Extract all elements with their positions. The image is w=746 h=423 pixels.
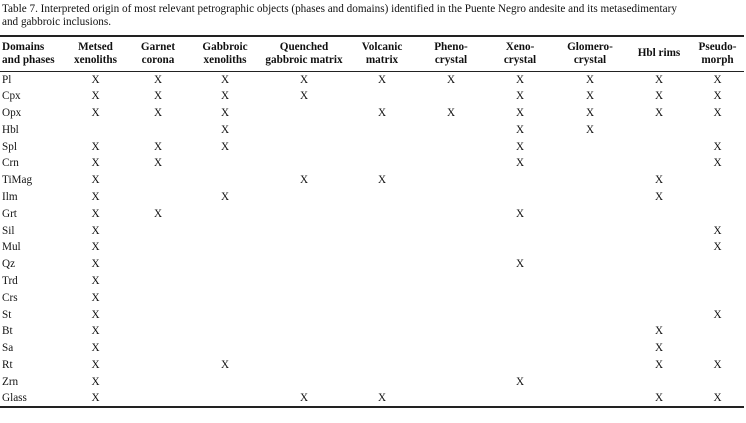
phase-name-cell: Spl (2, 140, 17, 153)
phase-name-cell: Cpx (2, 90, 21, 103)
table-row (0, 138, 744, 155)
column-header (349, 36, 415, 71)
table-cell (415, 205, 487, 222)
table-cell: X (220, 190, 230, 203)
table-cell (191, 340, 259, 357)
table-cell (627, 373, 691, 390)
table-cell (259, 138, 349, 155)
table-header (0, 36, 744, 71)
header-row (0, 36, 744, 71)
table-cell (125, 289, 191, 306)
table-cell (125, 121, 191, 138)
table-cell (691, 189, 744, 206)
table-cell (191, 390, 259, 407)
column-header-line: Pheno- (434, 40, 468, 53)
table-cell (259, 256, 349, 273)
table-cell (191, 239, 259, 256)
table-row (0, 189, 744, 206)
table-cell: X (654, 73, 664, 86)
table-cell: X (91, 90, 100, 103)
table-cell (553, 390, 627, 407)
column-header-line: xenoliths (203, 53, 247, 66)
table-cell: X (654, 190, 664, 203)
table-cell (259, 205, 349, 222)
table-cell: X (377, 73, 387, 86)
table-cell: X (446, 106, 456, 119)
table-cell (415, 222, 487, 239)
table-cell (415, 88, 487, 105)
table-cell (691, 289, 744, 306)
caption-line-2: and gabbroic inclusions. (2, 16, 112, 28)
table-cell: X (515, 258, 525, 271)
table-cell (125, 340, 191, 357)
table-cell (259, 121, 349, 138)
table-cell (627, 239, 691, 256)
column-header-line: Volcanic (361, 40, 403, 53)
column-header-line: xenoliths (74, 53, 117, 66)
phase-name-cell: Hbl (2, 123, 19, 136)
table-cell (553, 357, 627, 374)
column-header-line: and phases (2, 53, 55, 66)
phase-name-cell: Ilm (2, 190, 18, 203)
table-cell: X (654, 325, 664, 338)
table-cell (487, 390, 553, 407)
table-cell (553, 189, 627, 206)
table-cell (553, 138, 627, 155)
phase-name-cell: Zrn (2, 375, 19, 388)
table-cell (487, 323, 553, 340)
phase-name-cell: Sa (2, 342, 14, 355)
table-cell (627, 138, 691, 155)
column-header-line: Garnet (140, 40, 176, 53)
table-cell (415, 155, 487, 172)
phase-name-cell: TiMag (2, 174, 33, 187)
table-cell: X (91, 342, 100, 355)
table-cell (259, 357, 349, 374)
table-cell (259, 105, 349, 122)
table-cell (349, 205, 415, 222)
table-row (0, 256, 744, 273)
column-header-line: Gabbroic (202, 40, 248, 53)
column-header (691, 36, 744, 71)
table-cell (627, 289, 691, 306)
column-header (0, 36, 66, 71)
table-cell (349, 138, 415, 155)
phase-name-cell: Rt (2, 358, 13, 371)
table-cell: X (713, 106, 722, 119)
table-cell (349, 155, 415, 172)
table-cell (191, 172, 259, 189)
table-cell (415, 189, 487, 206)
table-cell: X (585, 90, 595, 103)
column-header (66, 36, 125, 71)
table-cell (191, 323, 259, 340)
column-header (553, 36, 627, 71)
table-cell (487, 357, 553, 374)
table-cell: X (299, 174, 309, 187)
table-cell: X (91, 241, 100, 254)
column-header-line: matrix (365, 53, 399, 66)
table-cell (125, 256, 191, 273)
table-cell (553, 340, 627, 357)
table-cell (487, 289, 553, 306)
phase-name-cell: Crn (2, 157, 19, 170)
table-cell (553, 306, 627, 323)
table-cell: X (220, 90, 230, 103)
table-cell (191, 289, 259, 306)
table-row (0, 323, 744, 340)
table-cell (125, 222, 191, 239)
table-cell (125, 273, 191, 290)
table-cell: X (91, 224, 100, 237)
table-cell (627, 273, 691, 290)
table-row (0, 88, 744, 105)
table-cell (259, 273, 349, 290)
table-cell: X (515, 123, 525, 136)
phase-name-cell: Mul (2, 241, 21, 254)
table-cell: X (153, 140, 163, 153)
table-cell (553, 323, 627, 340)
table-cell (259, 323, 349, 340)
table-cell (487, 273, 553, 290)
table-cell: X (91, 358, 100, 371)
table-cell (691, 273, 744, 290)
table-cell (191, 256, 259, 273)
table-cell (553, 155, 627, 172)
table-cell: X (377, 174, 387, 187)
table-cell (415, 357, 487, 374)
phase-name-cell: Crs (2, 291, 18, 304)
table-cell: X (220, 140, 230, 153)
table-cell: X (299, 90, 309, 103)
table-cell: X (515, 106, 525, 119)
table-cell: X (91, 291, 100, 304)
table-cell (553, 289, 627, 306)
table-cell (259, 340, 349, 357)
table-cell (349, 88, 415, 105)
table-cell: X (91, 157, 100, 170)
table-cell (125, 373, 191, 390)
table-cell: X (585, 73, 595, 86)
table-row (0, 105, 744, 122)
table-cell: X (515, 73, 525, 86)
table-cell (259, 289, 349, 306)
table-cell: X (713, 308, 722, 321)
table-cell (487, 172, 553, 189)
column-header (415, 36, 487, 71)
table-cell (691, 340, 744, 357)
table-cell: X (349, 390, 415, 407)
column-header-line: corona (141, 53, 175, 66)
table-cell (415, 256, 487, 273)
table-row (0, 357, 744, 374)
table-cell (259, 222, 349, 239)
table-cell (259, 239, 349, 256)
column-header-line: Xeno- (505, 40, 535, 53)
table-cell: X (91, 106, 100, 119)
table-cell: X (627, 390, 691, 407)
table-row (0, 121, 744, 138)
table-cell (125, 306, 191, 323)
table-row (0, 172, 744, 189)
caption-line-1: Table 7. Interpreted origin of most relevant petrographic objects (phases and domains) identified in the Puente Negro andesite and its metasedimentary (2, 3, 677, 15)
table-cell (415, 306, 487, 323)
table-cell: X (713, 73, 722, 86)
table-cell: X (515, 207, 525, 220)
column-header-line: crystal (434, 53, 468, 66)
phase-name-cell: Trd (2, 274, 18, 287)
table-cell: X (654, 174, 664, 187)
table-cell (553, 205, 627, 222)
table-cell (691, 323, 744, 340)
table-cell (415, 239, 487, 256)
table-cell: X (377, 106, 387, 119)
table-cell: X (91, 274, 100, 287)
table-cell (125, 239, 191, 256)
table-cell (259, 373, 349, 390)
phase-name-cell: Qz (2, 258, 16, 271)
table-cell (627, 306, 691, 323)
table-cell (487, 340, 553, 357)
table-cell (691, 373, 744, 390)
table-cell (627, 222, 691, 239)
phase-name-cell: Opx (2, 106, 22, 119)
table-cell: X (515, 140, 525, 153)
phase-name-cell: Pl (2, 73, 12, 86)
table-cell: X (713, 140, 722, 153)
table-cell (191, 273, 259, 290)
table-row (0, 239, 744, 256)
table-cell (349, 121, 415, 138)
table-cell: X (654, 342, 664, 355)
table-cell (66, 121, 125, 138)
column-header-line: crystal (573, 53, 607, 66)
table-cell: X (153, 90, 163, 103)
table-row (0, 289, 744, 306)
table-cell: X (153, 73, 163, 86)
table-cell (125, 390, 191, 407)
column-header-line: Quenched (279, 40, 329, 53)
column-header (191, 36, 259, 71)
table-row (0, 155, 744, 172)
table-cell (415, 373, 487, 390)
table-cell: X (66, 390, 125, 407)
table-cell (691, 205, 744, 222)
table-cell: X (585, 106, 595, 119)
table-cell: X (91, 174, 100, 187)
table-cell: X (153, 207, 163, 220)
phase-name-cell: Glass (0, 390, 66, 407)
table-cell: X (515, 90, 525, 103)
table-row (0, 222, 744, 239)
table-cell (259, 155, 349, 172)
table-cell (627, 256, 691, 273)
table-cell (191, 155, 259, 172)
table-row (0, 306, 744, 323)
table-cell (691, 121, 744, 138)
column-header-line: Pseudo- (698, 40, 737, 53)
table-cell (627, 205, 691, 222)
column-header-line: Glomero- (567, 40, 613, 53)
table-cell: X (91, 325, 100, 338)
table-cell (349, 222, 415, 239)
column-header-line: gabbroic matrix (265, 53, 343, 66)
table-cell: X (299, 73, 309, 86)
table-cell (415, 340, 487, 357)
table-cell (259, 306, 349, 323)
table-body (0, 71, 744, 407)
table-row (0, 390, 744, 407)
column-header (125, 36, 191, 71)
table-cell: X (259, 390, 349, 407)
table-cell (553, 273, 627, 290)
column-header-line: Metsed (78, 40, 113, 53)
table-cell: X (91, 140, 100, 153)
table-cell (415, 121, 487, 138)
table-cell (349, 256, 415, 273)
column-header (259, 36, 349, 71)
table-cell (553, 373, 627, 390)
table-cell (415, 390, 487, 407)
table-cell: X (91, 258, 100, 271)
table-cell (415, 289, 487, 306)
table-cell (415, 273, 487, 290)
table-row (0, 205, 744, 222)
table-cell (125, 323, 191, 340)
table-cell: X (515, 157, 525, 170)
table-cell (553, 256, 627, 273)
table-cell: X (220, 73, 230, 86)
petrographic-table (0, 35, 744, 408)
column-header-line: morph (701, 53, 734, 66)
table-cell (415, 138, 487, 155)
column-header (487, 36, 553, 71)
table-row (0, 71, 744, 88)
table-cell: X (446, 73, 456, 86)
table-cell (349, 340, 415, 357)
table-cell (627, 155, 691, 172)
column-header-line: crystal (503, 53, 537, 66)
table-row (0, 373, 744, 390)
table-cell (349, 306, 415, 323)
table-caption (2, 3, 742, 29)
table-cell (553, 172, 627, 189)
table-cell (125, 172, 191, 189)
phase-name-cell: St (2, 308, 12, 321)
table-cell: X (91, 308, 100, 321)
table-cell: X (220, 123, 230, 136)
table-cell (487, 239, 553, 256)
table-cell (349, 273, 415, 290)
table-cell: X (713, 358, 722, 371)
table-cell (349, 189, 415, 206)
table-cell: X (515, 375, 525, 388)
table-cell: X (713, 90, 722, 103)
column-header-line: Domains (2, 40, 45, 53)
table-cell (191, 373, 259, 390)
table-cell: X (654, 106, 664, 119)
table-cell (487, 306, 553, 323)
table-cell (627, 121, 691, 138)
table-cell (487, 189, 553, 206)
table-row (0, 340, 744, 357)
table-cell: X (153, 106, 163, 119)
table-cell: X (91, 207, 100, 220)
column-header (627, 36, 691, 71)
table-cell (191, 222, 259, 239)
table-cell: X (153, 157, 163, 170)
table-cell (487, 222, 553, 239)
table-cell (691, 172, 744, 189)
table-cell: X (654, 90, 664, 103)
table-cell (349, 373, 415, 390)
table-cell (349, 357, 415, 374)
table-cell: X (220, 106, 230, 119)
table-cell (553, 239, 627, 256)
table-cell (349, 323, 415, 340)
table-cell (259, 189, 349, 206)
phase-name-cell: Bt (2, 325, 13, 338)
table-cell (125, 357, 191, 374)
table-cell: X (585, 123, 595, 136)
table-cell: X (691, 390, 744, 407)
table-cell (125, 189, 191, 206)
table-cell: X (220, 358, 230, 371)
table-cell (415, 172, 487, 189)
phase-name-cell: Grt (2, 207, 17, 220)
table-cell: X (91, 190, 100, 203)
table-cell (349, 289, 415, 306)
table-cell: X (91, 375, 100, 388)
table-cell (691, 256, 744, 273)
table-row (0, 273, 744, 290)
table-cell (553, 222, 627, 239)
phase-name-cell: Sil (2, 224, 15, 237)
column-header-line: Hbl rims (637, 47, 681, 60)
table-cell: X (713, 157, 722, 170)
table-cell (415, 323, 487, 340)
table-cell: X (91, 73, 100, 86)
table-cell (191, 306, 259, 323)
table-cell (349, 239, 415, 256)
table-cell: X (654, 358, 664, 371)
table-cell: X (713, 241, 722, 254)
table-cell: X (713, 224, 722, 237)
table-cell (191, 205, 259, 222)
